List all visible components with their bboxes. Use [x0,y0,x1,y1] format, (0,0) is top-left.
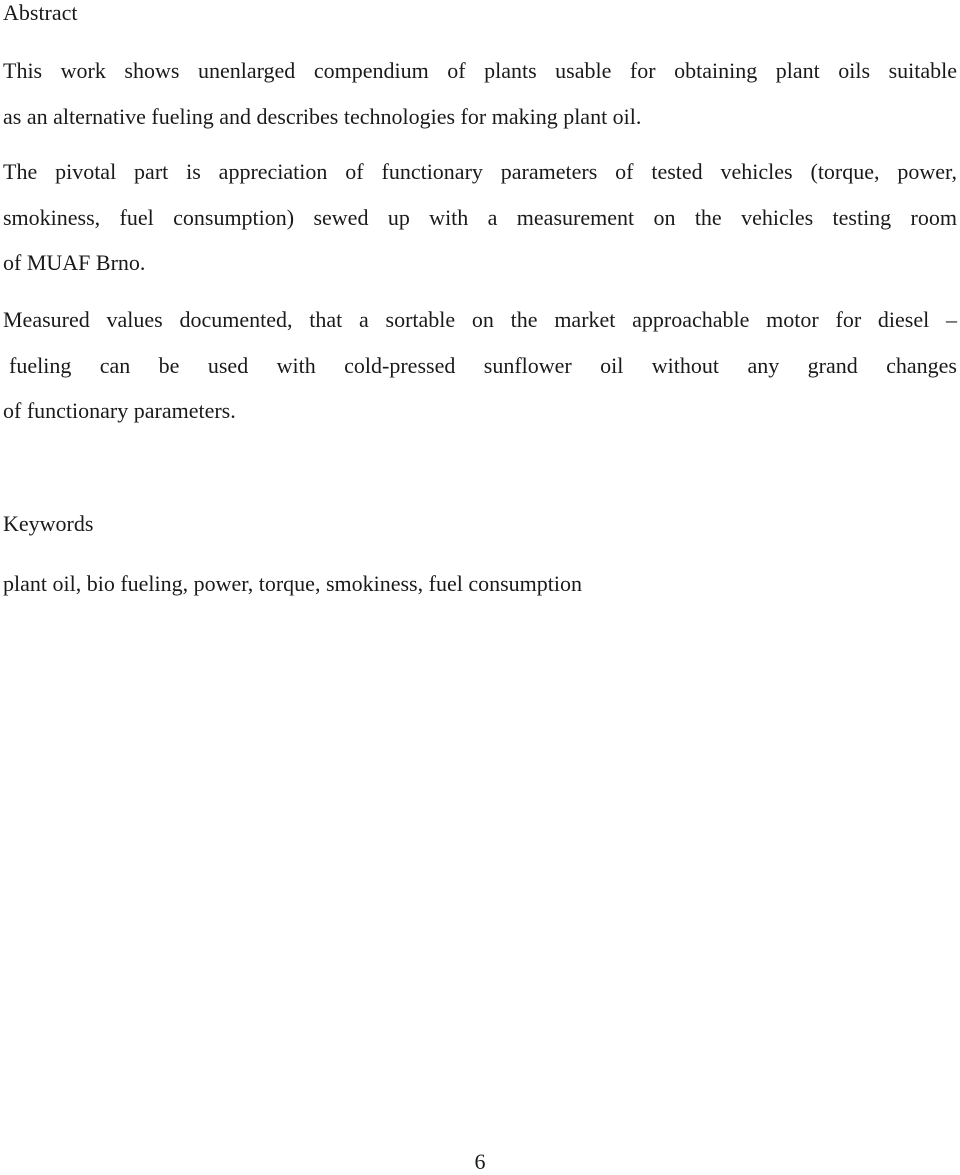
abstract-paragraph-3 [3,297,957,434]
abstract-paragraph-2-line-3: of MUAF Brno. [3,250,146,275]
abstract-paragraph-2 [3,149,957,286]
abstract-heading: Abstract [3,0,78,25]
keywords-heading: Keywords [3,511,94,536]
abstract-paragraph-1-line-2: as an alternative fueling and describes technologies for making plant oil. [3,103,642,129]
abstract-paragraph-1-line-1: This work shows unenlarged compendium of plants usable for obtaining plant oils suitable [3,58,957,83]
abstract-paragraph-3-line-1: Measured values documented, that a sortable on the market approachable motor for diesel – [3,307,957,332]
abstract-paragraph-2-line-1: The pivotal part is appreciation of functionary parameters of tested vehicles (torque, power, [3,159,957,184]
abstract-paragraph-2-line-2: smokiness, fuel consumption) sewed up with a measurement on the vehicles testing room [3,204,957,230]
abstract-paragraph-3-line-2: fueling can be used with cold-pressed sunflower oil without any grand changes [9,352,957,378]
abstract-paragraph-1 [3,48,957,139]
page-number: 6 [474,1149,486,1174]
abstract-paragraph-3-line-3: of functionary parameters. [3,398,236,423]
keywords-text: plant oil, bio fueling, power, torque, smokiness, fuel consumption [3,571,582,596]
